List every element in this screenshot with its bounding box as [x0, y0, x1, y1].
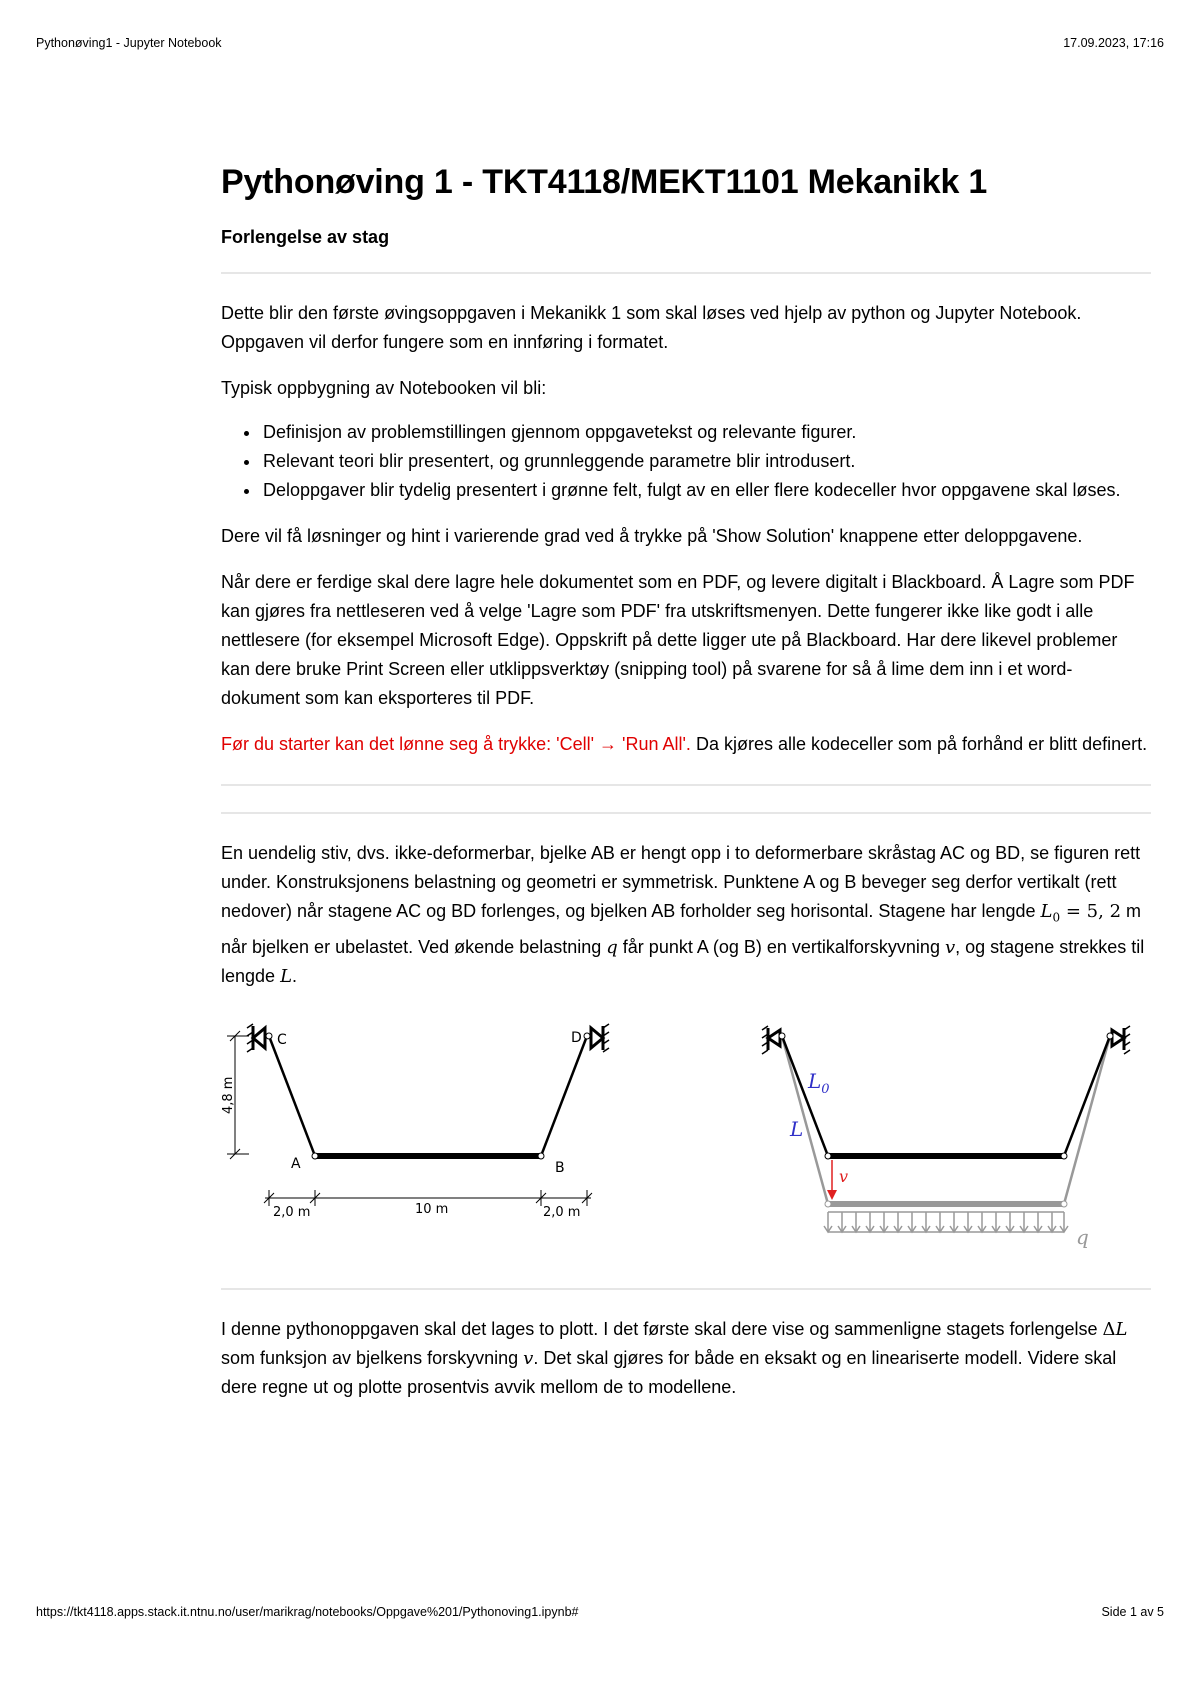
print-footer-page: Side 1 av 5 — [1101, 1605, 1164, 1619]
delta-symbol: Δ — [1102, 1318, 1116, 1340]
page-title: Pythonøving 1 - TKT4118/MEKT1101 Mekanikk 1 — [221, 163, 988, 201]
support-d-icon — [591, 1024, 609, 1052]
height-label: 4,8 m — [221, 1076, 236, 1114]
bar-bd — [541, 1036, 587, 1156]
width-dimension — [264, 1190, 592, 1220]
intro-paragraph-5 — [221, 730, 1151, 759]
q-symbol: q — [606, 936, 618, 958]
cell-separator — [221, 784, 1151, 786]
v-symbol: v — [523, 1347, 534, 1369]
deformation-figure — [746, 1016, 1146, 1256]
page-subtitle: Forlengelse av stag — [221, 227, 390, 247]
dim-right-label: 2,0 m — [543, 1204, 581, 1220]
intro-bullet-list — [221, 418, 1151, 505]
problem-paragraph — [221, 839, 1151, 991]
notebook-content — [221, 160, 1151, 1402]
print-header-date: 17.09.2023, 17:16 — [1063, 36, 1164, 50]
print-header-title: Pythonøving1 - Jupyter Notebook — [36, 36, 222, 50]
problem-text-4: , og stagene strekkes til lengde — [221, 936, 1145, 986]
task-text-1: I denne pythonoppgaven skal det lages to plott. I det første skal dere vise og sammenligne stagets forlengelse — [221, 1318, 1103, 1339]
task-text-2: som funksjon av bjelkens forskyvning — [221, 1347, 524, 1368]
task-paragraph — [221, 1315, 1151, 1402]
original-bar-right — [1064, 1036, 1110, 1156]
L0-subscript: 0 — [1052, 910, 1061, 925]
intro-paragraph-4: Når dere er ferdige skal dere lagre hele dokumentet som en PDF, og levere digitalt i Blackboard. Å Lagre som PDF kan gjøres fra nettleseren ved å velge 'Lagre som PDF' fra utskriftsmenyen. Dette fungerer ikke like godt i alle nettlesere (for eksempel Microsoft Edge). Oppskrift på dette ligger ute på Blackboard. Har dere likevel problemer kan dere bruke Print Screen eller utklippsverktøy (snipping tool) på svarene for så å lime dem inn i et word-dokument som kan eksporteres til PDF. — [221, 572, 1135, 708]
list-item: • Deloppgaver blir tydelig presentert i grønne felt, fulgt av en eller flere kodeceller hvor oppgavene skal løses. — [261, 476, 1151, 505]
figure-row — [221, 1016, 1151, 1276]
height-dimension — [221, 1031, 249, 1159]
print-footer — [36, 1605, 1164, 1619]
label-c: C — [277, 1031, 287, 1048]
deformed-bar-right — [1064, 1036, 1110, 1204]
equals-sign: = — [1060, 901, 1087, 922]
support-left-icon — [762, 1026, 780, 1054]
cell-separator — [221, 272, 1151, 274]
run-all-hint: Før du starter kan det lønne seg å trykke: 'Cell' → 'Run All'. — [221, 734, 691, 754]
displacement-arrow — [827, 1160, 848, 1200]
support-c-icon — [247, 1024, 265, 1052]
intro-paragraph-3: Dere vil få løsninger og hint i varierende grad ved å trykke på 'Show Solution' knappene etter deloppgavene. — [221, 526, 1083, 546]
problem-text-5: . — [292, 965, 298, 986]
L0-symbol — [1040, 901, 1061, 925]
distributed-load — [824, 1212, 1068, 1232]
label-d: D — [571, 1029, 582, 1046]
list-item: • Relevant teori blir presentert, og grunnleggende parametre blir introdusert. — [261, 447, 1151, 476]
support-right-icon — [1112, 1026, 1130, 1054]
print-footer-url: https://tkt4118.apps.stack.it.ntnu.no/user/marikrag/notebooks/Oppgave%201/Pythonoving1.ipynb# — [36, 1605, 579, 1619]
label-L0: $L_0$ — [808, 1068, 830, 1097]
deformed-bar-left — [782, 1036, 828, 1204]
run-all-hint-rest: Da kjøres alle kodeceller som på forhånd er blitt definert. — [690, 734, 1148, 754]
task-text-3: . Det skal gjøres for både en eksakt og en lineariserte modell. Videre skal dere regne ut og plotte prosentvis avvik mellom de to modellene. — [221, 1347, 1117, 1397]
label-q: q — [1076, 1224, 1089, 1249]
dim-mid-label: 10 m — [415, 1201, 449, 1217]
bar-ac — [269, 1036, 315, 1156]
problem-text-2: m når bjelken er ubelastet. Ved økende belastning — [221, 901, 1142, 957]
label-b: B — [555, 1159, 565, 1176]
intro-paragraph-2: Typisk oppbygning av Notebooken vil bli: — [221, 378, 547, 398]
L0-value: 5, 2 — [1086, 901, 1122, 922]
L0-letter: L — [1040, 901, 1053, 922]
cell-separator — [221, 812, 1151, 814]
list-item: • Definisjon av problemstillingen gjennom oppgavetekst og relevante figurer. — [261, 418, 1151, 447]
v-symbol: v — [944, 936, 956, 958]
cell-separator — [221, 1288, 1151, 1290]
L-symbol: L — [1115, 1318, 1128, 1340]
geometry-figure — [213, 1016, 633, 1256]
problem-text-1: En uendelig stiv, dvs. ikke-deformerbar, bjelke AB er hengt opp i to deformerbare skråstag AC og BD, se figuren rett under. Konstruksjonens belastning og geometri er symmetrisk. Punktene A og B beveger seg derfor vertikalt (rett nedover) når stagene AC og BD forlenges, og bjelken AB forholder seg horisontal. Stagene har lengde — [221, 843, 1141, 921]
problem-text-3: får punkt A (og B) en vertikalforskyvning — [617, 936, 945, 957]
L-symbol: L — [280, 965, 293, 987]
label-v: v — [839, 1166, 849, 1186]
label-L: L — [790, 1116, 804, 1141]
intro-paragraph-1: Dette blir den første øvingsoppgaven i Mekanikk 1 som skal løses ved hjelp av python og Jupyter Notebook. Oppgaven vil derfor fungere som en innføring i formatet. — [221, 303, 1082, 352]
label-a: A — [291, 1155, 301, 1172]
dim-left-label: 2,0 m — [273, 1204, 311, 1220]
print-header — [36, 36, 1164, 50]
